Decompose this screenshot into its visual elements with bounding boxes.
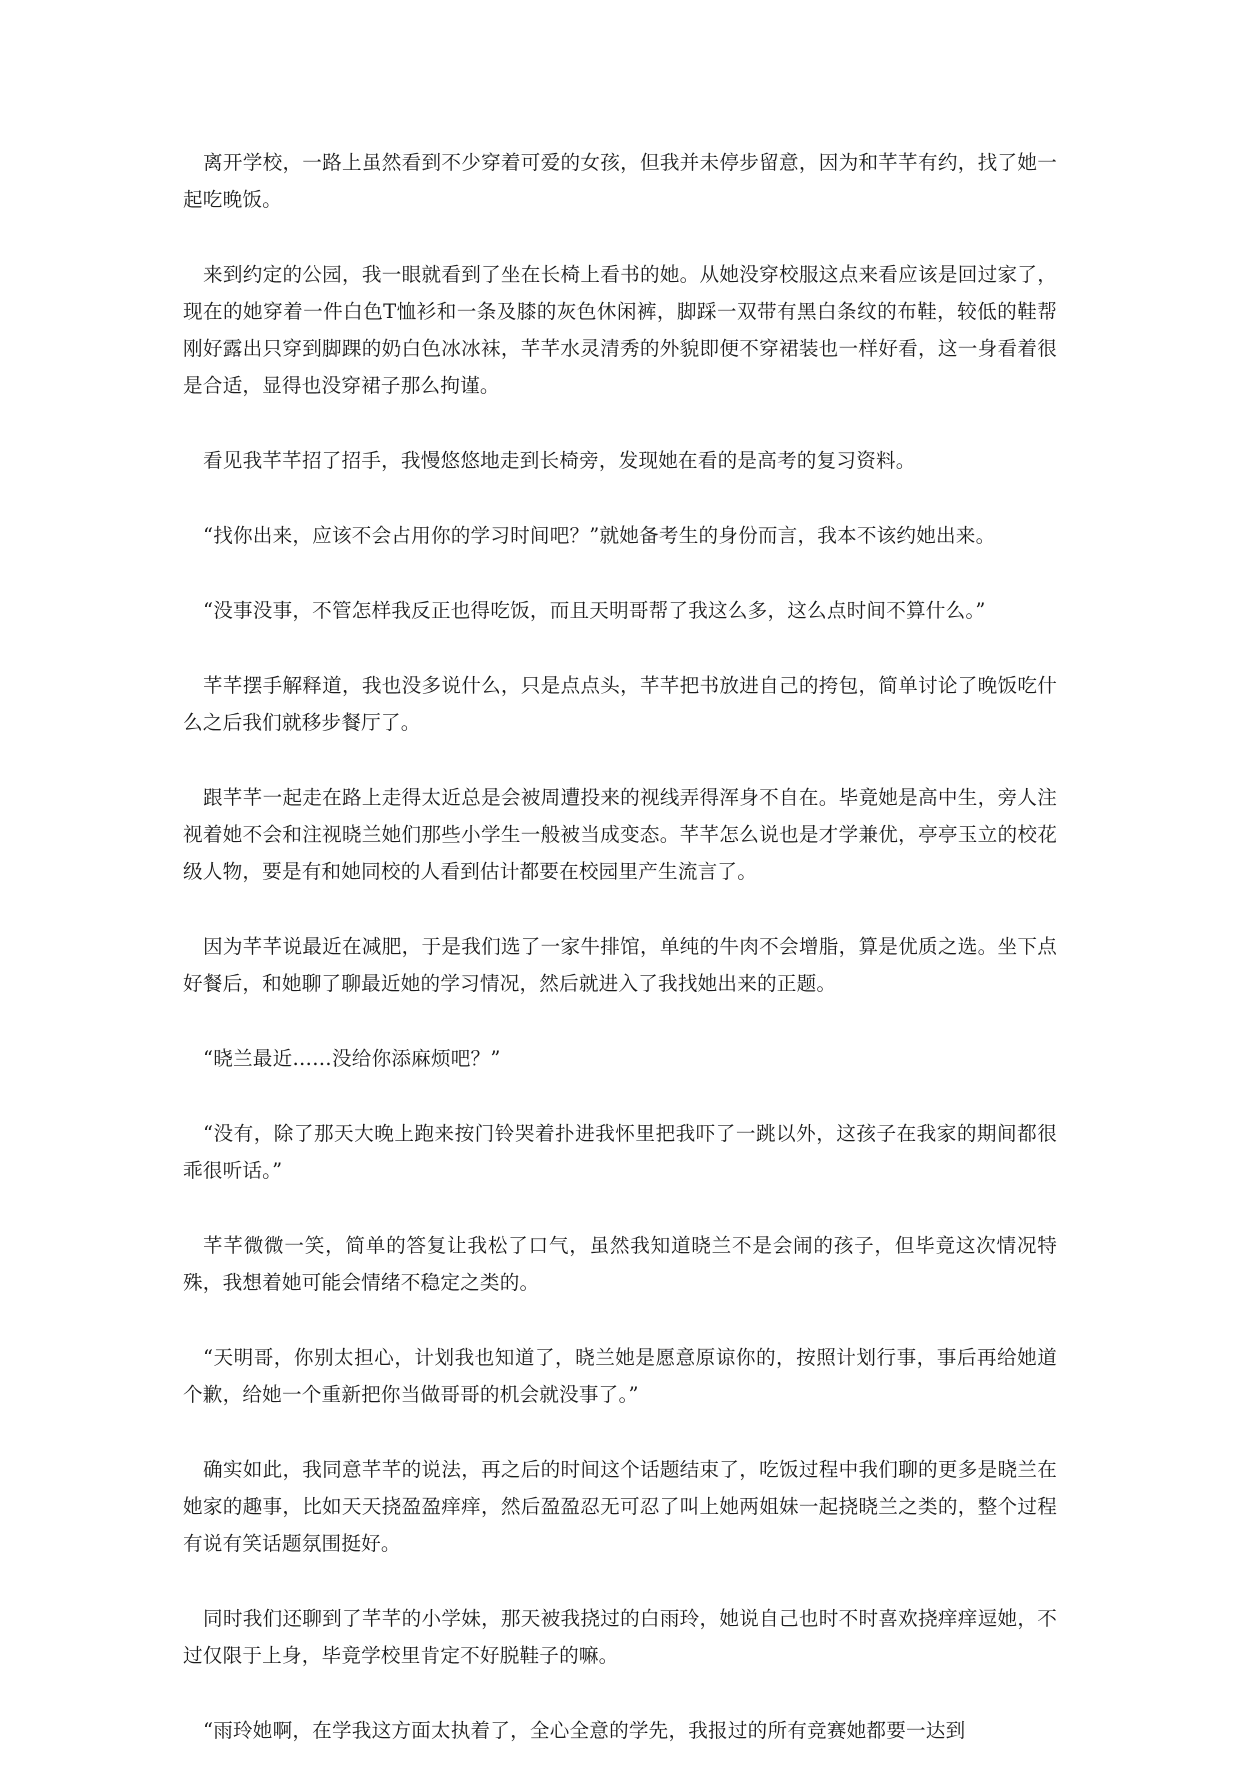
paragraph: “雨玲她啊，在学我这方面太执着了，全心全意的学先，我报过的所有竞赛她都要一达到 bbox=[203, 1719, 966, 1742]
paragraph: 确实如此，我同意芊芊的说法，再之后的时间这个话题结束了，吃饭过程中我们聊的更多是晓兰在她家的趣事，比如天天挠盈盈痒痒，然后盈盈忍无可忍了叫上她两姐妹一起挠晓兰之类的，整个过程有说有笑话题氛围挺好。 bbox=[183, 1458, 1057, 1555]
paragraph: “晓兰最近……没给你添麻烦吧？” bbox=[203, 1047, 501, 1070]
paragraph: “没事没事，不管怎样我反正也得吃饭，而且天明哥帮了我这么多，这么点时间不算什么。” bbox=[203, 599, 986, 622]
paragraph: 芊芊微微一笑，简单的答复让我松了口气，虽然我知道晓兰不是会闹的孩子，但毕竟这次情况特殊，我想着她可能会情绪不稳定之类的。 bbox=[183, 1234, 1057, 1294]
paragraph: 芊芊摆手解释道，我也没多说什么，只是点点头，芊芊把书放进自己的挎包，简单讨论了晚饭吃什么之后我们就移步餐厅了。 bbox=[183, 674, 1057, 734]
paragraph: 看见我芊芊招了招手，我慢悠悠地走到长椅旁，发现她在看的是高考的复习资料。 bbox=[203, 449, 916, 472]
paragraph: “没有，除了那天大晚上跑来按门铃哭着扑进我怀里把我吓了一跳以外，这孩子在我家的期间都很乖很听话。” bbox=[183, 1122, 1057, 1182]
paragraph: 因为芊芊说最近在减肥，于是我们选了一家牛排馆，单纯的牛肉不会增脂，算是优质之选。坐下点好餐后，和她聊了聊最近她的学习情况，然后就进入了我找她出来的正题。 bbox=[183, 935, 1057, 995]
paragraph: “天明哥，你别太担心，计划我也知道了，晓兰她是愿意原谅你的，按照计划行事，事后再给她道个歉，给她一个重新把你当做哥哥的机会就没事了。” bbox=[183, 1346, 1057, 1406]
paragraph: 来到约定的公园，我一眼就看到了坐在长椅上看书的她。从她没穿校服这点来看应该是回过家了，现在的她穿着一件白色T恤衫和一条及膝的灰色休闲裤，脚踩一双带有黑白条纹的布鞋，较低的鞋帮刚好露出只穿到脚踝的奶白色冰冰袜，芊芊水灵清秀的外貌即便不穿裙装也一样好看，这一身看着很是合适，显得也没穿裙子那么拘谨。 bbox=[183, 263, 1057, 397]
paragraph: 同时我们还聊到了芊芊的小学妹，那天被我挠过的白雨玲，她说自己也时不时喜欢挠痒痒逗她，不过仅限于上身，毕竟学校里肯定不好脱鞋子的嘛。 bbox=[183, 1607, 1057, 1667]
paragraph: 跟芊芊一起走在路上走得太近总是会被周遭投来的视线弄得浑身不自在。毕竟她是高中生，旁人注视着她不会和注视晓兰她们那些小学生一般被当成变态。芊芊怎么说也是才学兼优，亭亭玉立的校花级人物，要是有和她同校的人看到估计都要在校园里产生流言了。 bbox=[183, 786, 1057, 883]
paragraph: “找你出来，应该不会占用你的学习时间吧？”就她备考生的身份而言，我本不该约她出来。 bbox=[203, 524, 996, 547]
document-body bbox=[183, 144, 1057, 1787]
paragraph: 离开学校，一路上虽然看到不少穿着可爱的女孩，但我并未停步留意，因为和芊芊有约，找了她一起吃晚饭。 bbox=[183, 151, 1057, 211]
